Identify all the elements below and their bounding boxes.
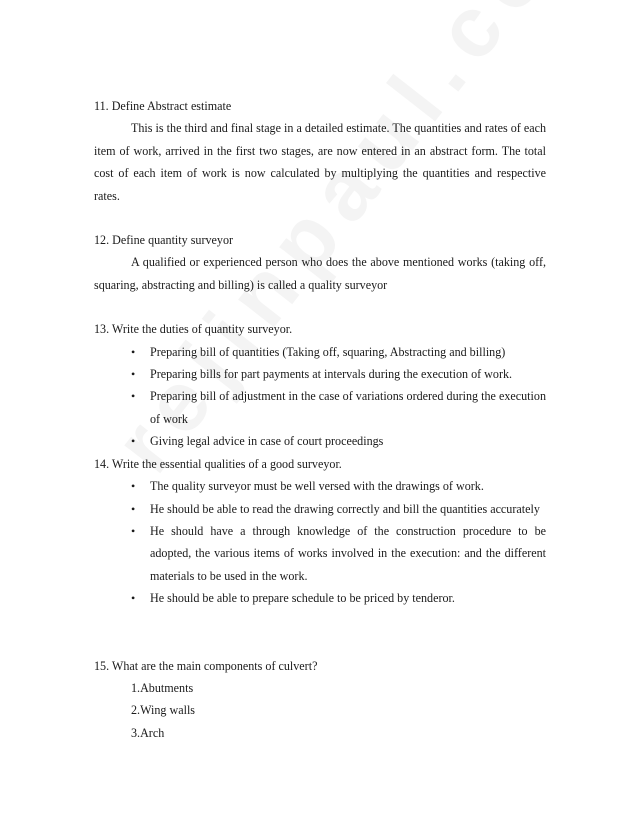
question-15-heading: 15. What are the main components of culvert? xyxy=(94,658,318,673)
question-11-answer: This is the third and final stage in a detailed estimate. The quantities and rates of each item of work, arrived in the first two stages, are now entered in an abstract form. The total cost of each item of work is now calculated by multiplying the quantities and respective rates. xyxy=(94,121,546,203)
list-item: • He should be able to prepare schedule to be priced by tenderor. xyxy=(131,587,546,609)
list-item: • Preparing bills for part payments at intervals during the execution of work. xyxy=(131,363,546,385)
list-item: • The quality surveyor must be well versed with the drawings of work. xyxy=(131,475,546,497)
question-13-bullet-list xyxy=(94,341,546,453)
list-item: • Giving legal advice in case of court proceedings xyxy=(131,430,546,452)
question-12-answer: A qualified or experienced person who does the above mentioned works (taking off, squaring, abstracting and billing) is called a quality surveyor xyxy=(94,255,546,292)
question-13-heading: 13. Write the duties of quantity surveyor. xyxy=(94,322,293,337)
list-item: • Preparing bill of quantities (Taking off, squaring, Abstracting and billing) xyxy=(131,341,546,363)
question-11-heading: 11. Define Abstract estimate xyxy=(94,99,232,113)
document-body xyxy=(94,95,546,744)
question-14-heading: 14. Write the essential qualities of a good surveyor. xyxy=(94,456,342,471)
question-15-list xyxy=(94,677,546,744)
question-14-bullet-list xyxy=(94,475,546,609)
bullet-icon: • xyxy=(131,591,136,606)
list-item: • He should have a through knowledge of the construction procedure to be adopted, the various items of works involved in the execution: and the different materials to be used in the work. xyxy=(131,520,546,587)
list-item: 1.Abutments xyxy=(131,680,194,695)
bullet-icon: • xyxy=(131,344,136,359)
list-item: • Preparing bill of adjustment in the case of variations ordered during the execution of work xyxy=(131,385,546,430)
question-12-heading: 12. Define quantity surveyor xyxy=(94,233,234,248)
bullet-icon: • xyxy=(131,434,136,449)
bullet-icon: • xyxy=(131,479,136,494)
bullet-icon: • xyxy=(131,367,136,382)
list-item: 3.Arch xyxy=(131,725,165,740)
bullet-icon: • xyxy=(131,523,136,538)
list-item: • He should be able to read the drawing correctly and bill the quantities accurately xyxy=(131,498,546,520)
bullet-icon: • xyxy=(131,389,136,404)
list-item: 2.Wing walls xyxy=(131,703,196,718)
bullet-icon: • xyxy=(131,501,136,516)
